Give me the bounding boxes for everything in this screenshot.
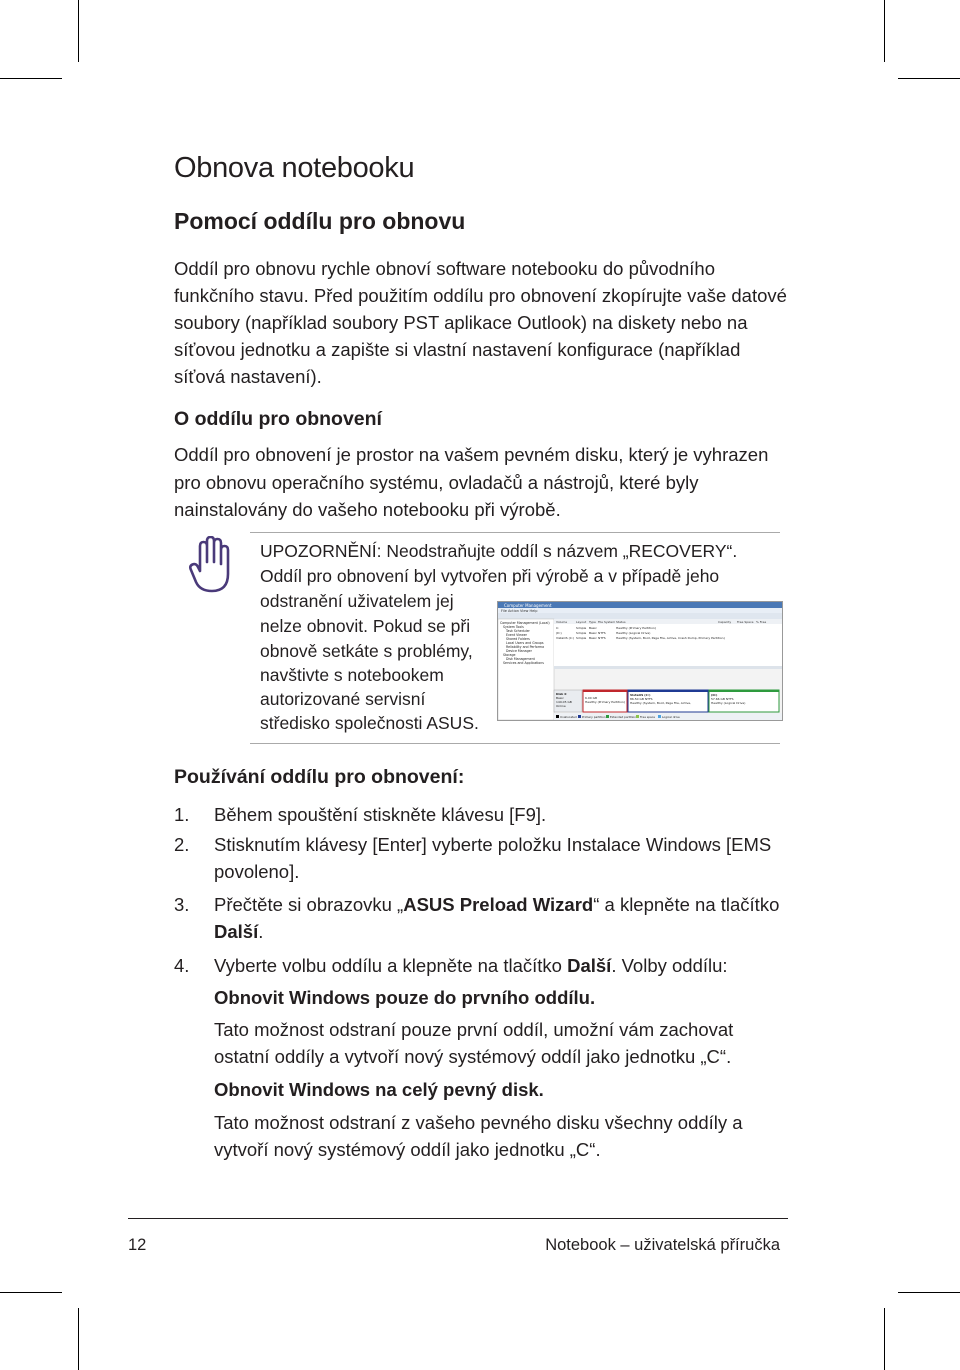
warning-line: navštivte s notebookem <box>260 665 444 685</box>
crop-mark <box>898 1292 960 1293</box>
column-header: % Free <box>756 620 767 624</box>
table-cell: Simple <box>576 626 587 630</box>
table-cell: C: <box>556 626 560 630</box>
about-heading: O oddílu pro obnovení <box>174 408 382 430</box>
disk-size: 149.05 GB <box>556 700 572 704</box>
table-cell: Basic <box>589 626 597 630</box>
disk-state: Online <box>556 704 566 708</box>
table-cell: (D:) <box>556 631 562 635</box>
table-cell: Healthy (System, Boot, Page File, Active, Crash Dump, Primary Partition) <box>616 636 725 640</box>
tree-item: Reliability and Performa <box>506 645 545 649</box>
tree-item: Services and Applications <box>503 661 544 665</box>
option-description: Tato možnost odstraní pouze první oddíl, umožní vám zachovat ostatní oddíly a vytvoří nový systémový oddíl jako jednotku „C“. <box>214 1019 734 1067</box>
table-cell: Healthy (Logical Drive) <box>616 631 651 635</box>
warning-line: autorizované servisní <box>260 689 426 709</box>
legend-item: Primary partition <box>582 715 606 719</box>
partition-name: (D:) <box>711 693 718 697</box>
step-text: Vyberte volbu oddílu a klepněte na tlačítko Další. Volby oddílu: <box>214 955 728 976</box>
column-header: Volume <box>556 620 568 624</box>
table-cell: Basic <box>589 631 597 635</box>
page-title: Obnova notebooku <box>174 152 415 184</box>
about-paragraph: Oddíl pro obnovení je prostor na vašem pevném disku, který je vyhrazen pro obnovu operačního systému, ovladačů a nástrojů, které byly nainstalovány do vašeho notebooku při výrobě. <box>174 444 769 520</box>
tree-item: Task Scheduler <box>506 629 530 633</box>
step-text: Během spouštění stiskněte klávesu [F9]. <box>214 804 547 825</box>
table-cell: NTFS <box>598 636 606 640</box>
footer-rule <box>128 1218 788 1219</box>
tree-item: Device Manager <box>506 649 532 653</box>
partition-size: 86.50 GB NTFS <box>630 697 653 701</box>
table-cell: Healthy (Primary Partition) <box>616 626 656 630</box>
tree-item: Storage <box>503 653 516 657</box>
warning-line: nelze obnovit. Pokud se při <box>260 616 471 636</box>
table-cell: VistaOS (C:) <box>556 636 575 640</box>
warning-line: odstranění uživatelem jej <box>260 591 454 611</box>
table-cell: Simple <box>576 631 587 635</box>
next-button-label: Další <box>214 921 259 942</box>
warning-line: obnově setkáte s problémy, <box>260 641 473 661</box>
page-number: 12 <box>128 1236 147 1254</box>
partition-name: VistaOS (C:) <box>630 693 651 697</box>
screenshot-menu: File Action View Help <box>501 609 538 613</box>
warning-line: středisko společnosti ASUS. <box>260 713 479 733</box>
partition-size: 6.00 GB <box>585 696 598 700</box>
crop-mark <box>898 78 960 79</box>
column-header: Capacity <box>718 620 732 624</box>
table-cell: Basic <box>589 636 597 640</box>
legend-item: Free space <box>640 715 656 719</box>
step-text: Stisknutím klávesy [Enter] vyberte položku Instalace Windows [EMS povoleno]. <box>214 834 772 882</box>
tree-item: Disk Management <box>506 657 535 661</box>
disk-label: Disk 0 <box>556 692 567 696</box>
option-title: Obnovit Windows pouze do prvního oddílu. <box>214 987 596 1008</box>
tree-item: Shared Folders <box>506 637 530 641</box>
warning-line: Oddíl pro obnovení byl vytvořen při výrobě a v případě jeho <box>260 566 720 586</box>
footer-title: Notebook – uživatelská příručka <box>545 1236 780 1254</box>
warning-rule-top <box>250 532 780 533</box>
crop-mark <box>884 0 885 62</box>
disk-type: Basic <box>556 696 564 700</box>
warning-rule-bottom <box>250 743 780 744</box>
column-header: File System <box>598 620 616 624</box>
partition-size: 57.66 GB NTFS <box>711 697 734 701</box>
wizard-name: ASUS Preload Wizard <box>403 894 594 915</box>
column-header: Status <box>616 620 626 624</box>
partition-status: Healthy (System, Boot, Page File, Active, <box>630 701 692 705</box>
legend-item: Unallocated <box>560 715 577 719</box>
tree-item: Event Viewer <box>506 633 527 637</box>
crop-mark <box>884 1308 885 1370</box>
crop-mark <box>0 78 62 79</box>
warning-line: UPOZORNĚNÍ: Neodstraňujte oddíl s názvem „RECOVERY“. <box>260 541 738 561</box>
column-header: Type <box>589 620 596 624</box>
section-title: Pomocí oddílu pro obnovu <box>174 208 466 234</box>
tree-item: Local Users and Groups <box>506 641 544 645</box>
legend-item: Logical drive <box>662 715 680 719</box>
partition-status: Healthy (Primary Partition) <box>585 700 625 704</box>
column-header: Free Space <box>737 620 754 624</box>
tree-item: System Tools <box>503 625 524 629</box>
disk-management-screenshot <box>497 601 783 721</box>
legend-item: Extended partition <box>610 715 637 719</box>
step-number: 4. <box>174 955 190 976</box>
step-number: 3. <box>174 894 190 915</box>
step-number: 1. <box>174 804 190 825</box>
hand-stop-icon <box>188 536 234 594</box>
next-button-label: Další <box>567 955 612 976</box>
option-description: Tato možnost odstraní z vašeho pevného disku všechny oddíly a vytvoří nový systémový oddíl jako jednotku „C“. <box>214 1112 743 1160</box>
partition-status: Healthy (Logical Drive) <box>711 701 746 705</box>
column-header: Layout <box>576 620 587 624</box>
table-cell: NTFS <box>598 631 606 635</box>
usage-heading: Používání oddílu pro obnovení: <box>174 766 465 788</box>
step-text: Přečtěte si obrazovku „ASUS Preload Wizard“ a klepněte na tlačítko Další. <box>214 894 780 942</box>
screenshot-window-title: Computer Management <box>504 603 552 608</box>
step-number: 2. <box>174 834 190 855</box>
crop-mark <box>78 1308 79 1370</box>
intro-paragraph: Oddíl pro obnovu rychle obnoví software notebooku do původního funkčního stavu. Před použitím oddílu pro obnovení zkopírujte vaše datové soubory (například soubory PST aplikace Outlook) na diskety nebo na síťovou jednotku a zapište si vlastní nastavení konfigurace (například síťová nastavení). <box>174 258 787 387</box>
crop-mark <box>0 1292 62 1293</box>
table-cell: Simple <box>576 636 587 640</box>
option-title: Obnovit Windows na celý pevný disk. <box>214 1079 544 1100</box>
tree-item: Computer Management (Local) <box>500 621 550 625</box>
crop-mark <box>78 0 79 62</box>
